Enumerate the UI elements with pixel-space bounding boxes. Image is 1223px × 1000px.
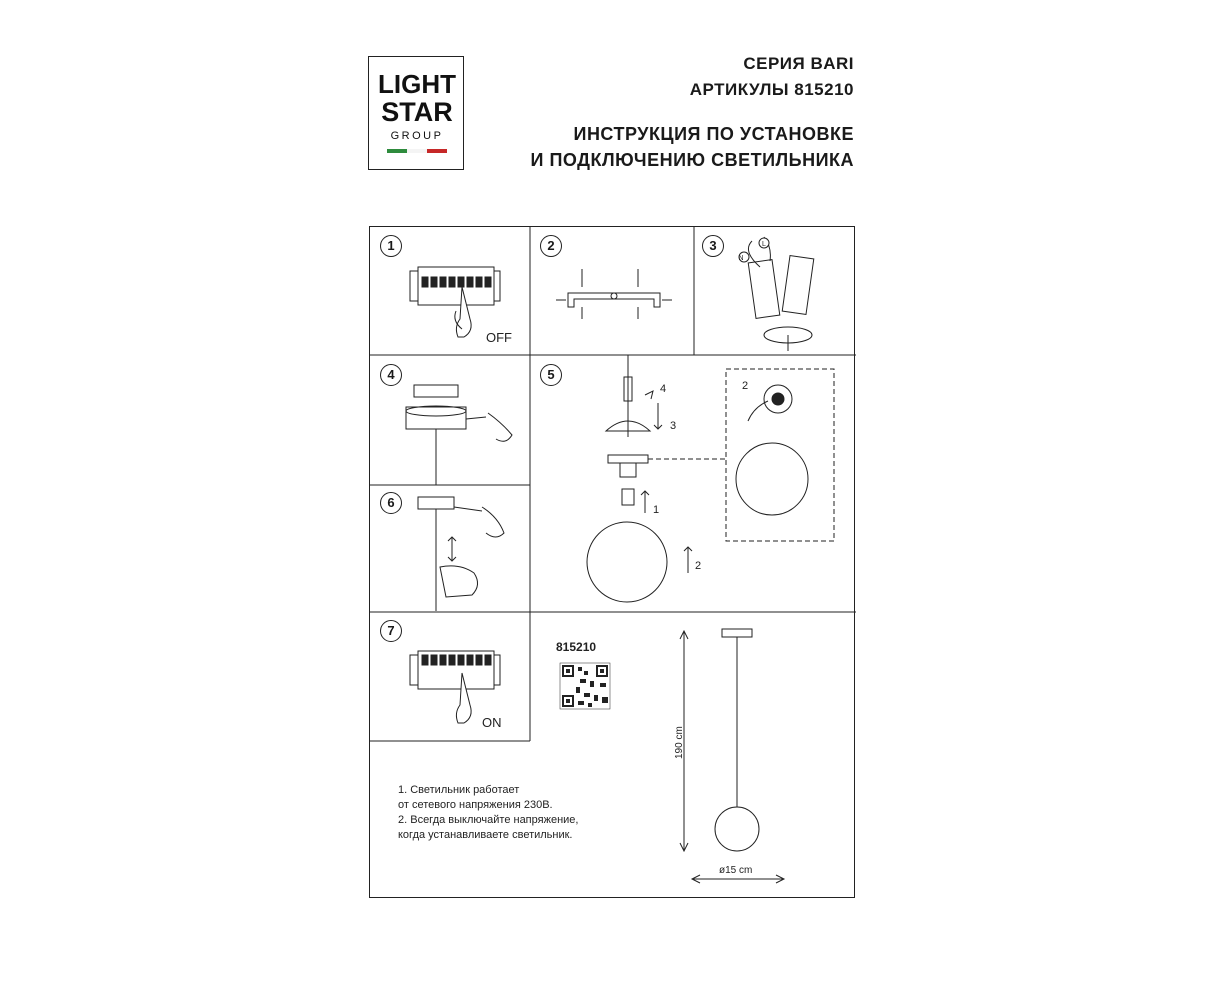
breaker-panel-off [410, 267, 500, 337]
arrow-label-1: 1 [653, 504, 660, 516]
arrow-label-4: 4 [660, 383, 667, 395]
step-number-3: 3 [702, 235, 724, 257]
step-number-1: 1 [380, 235, 402, 257]
detail-arrow-label: 2 [742, 380, 749, 392]
shade-assembly [587, 355, 667, 617]
qr-code [560, 663, 610, 709]
height-dimension: 190 cm [674, 726, 685, 759]
step-number-4: 4 [380, 364, 402, 386]
on-label: ON [482, 715, 502, 730]
diameter-dimension: ø15 cm [719, 865, 753, 876]
note-line-3: 2. Всегда выключайте напряжение, [398, 814, 579, 826]
terminal-block [739, 237, 814, 351]
logo-mark [369, 57, 465, 171]
step-number-5: 5 [540, 364, 562, 386]
shade-detail [648, 369, 834, 541]
instruction-title-line2: И ПОДКЛЮЧЕНИЮ СВЕТИЛЬНИКА [530, 150, 854, 170]
step5-arrows [641, 403, 692, 573]
arrow-label-3: 3 [670, 420, 677, 432]
off-label: OFF [486, 330, 512, 345]
safety-notes [398, 783, 578, 843]
logo-text-light: LIGHT [378, 69, 456, 99]
arrow-label-2: 2 [695, 560, 702, 572]
note-line-4: когда устанавливаете светильник. [398, 829, 573, 841]
step-number-2: 2 [540, 235, 562, 257]
step-number-6: 6 [380, 492, 402, 514]
flag-green [387, 149, 407, 153]
logo-text-group: GROUP [390, 130, 444, 142]
flag-white [407, 149, 427, 153]
flag-red [427, 149, 447, 153]
instruction-title-line1: ИНСТРУКЦИЯ ПО УСТАНОВКЕ [573, 124, 854, 144]
note-line-2: от сетевого напряжения 230В. [398, 799, 553, 811]
canopy-installation [406, 385, 512, 485]
step-number-7: 7 [380, 620, 402, 642]
brand-logo [368, 56, 464, 170]
wire-n-label: N [738, 255, 744, 262]
breaker-panel-on [410, 651, 500, 723]
series-title: СЕРИЯ BARI [743, 54, 854, 73]
note-line-1: 1. Светильник работает [398, 784, 520, 796]
mounting-bracket [556, 269, 672, 319]
instruction-sheet [369, 226, 855, 898]
article-title: АРТИКУЛЫ 815210 [689, 80, 854, 99]
product-article: 815210 [556, 640, 597, 654]
logo-text-star: STAR [381, 97, 453, 127]
dimension-drawing [680, 629, 784, 883]
wire-l-label: L [762, 241, 766, 248]
cable-length-adjustment [418, 497, 504, 611]
